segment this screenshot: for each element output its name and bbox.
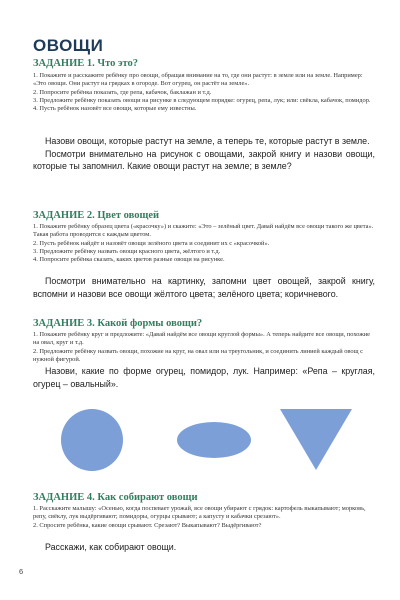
task2-instruction: 3. Предложите ребёнку назвать овощи красного цвета, жёлтого и т.д.: [33, 247, 221, 255]
task2-heading: ЗАДАНИЕ 2. Цвет овощей: [33, 210, 160, 221]
task1-instruction: 3. Предложите ребёнку показать овощи на рисунке в следующем порядке: огурец, репа, лук; или: свёкла, кабачок, помидор.: [33, 96, 371, 104]
task3-instructions: [33, 331, 375, 364]
task4-instruction: 1. Расскажите малышу: «Осенью, когда поспевает урожай, все овощи убирают с грядок: картофель выкапывают; морковь, репу, свёклу, лук выдёргивают; помидоры, огурцы срывают; а капусту и кабачки срезают».: [33, 505, 366, 521]
task1-instruction: 4. Пусть ребёнок назовёт все овощи, которые ему известны.: [33, 105, 197, 113]
shapes-row: [40, 406, 370, 476]
task2-say-paragraph: Посмотри внимательно на картинку, запомни цвет овощей, закрой книгу, вспомни и назови все овощи жёлтого цвета; зелёного цвета; коричневого.: [33, 276, 375, 299]
page-title: ОВОЩИ: [33, 36, 104, 55]
task3-instruction: 1. Покажите ребёнку круг и предложите: «Давай найдём все овощи круглой формы». А теперь найдите все овощи, похожие на овал, круг и т.д.: [33, 331, 370, 347]
task2-instruction: 4. Попросите ребёнка сказать, каких цветов разные овощи на рисунке.: [33, 256, 225, 264]
task4-heading: ЗАДАНИЕ 4. Как собирают овощи: [33, 492, 198, 503]
triangle-shape: [280, 409, 352, 470]
task4-instructions: [33, 505, 375, 530]
oval-shape: [177, 422, 251, 458]
task4-say-paragraph: Расскажи, как собирают овощи.: [45, 542, 177, 552]
task1-instruction: 1. Покажите и расскажите ребёнку про овощи, обращая внимание на то, где они растут: в земле или на земле. Например: «Это овощи. Они растут на грядках в огороде. Вот огурец, он растёт на земле».: [33, 72, 363, 88]
task1-instruction: 2. Попросите ребёнка показать, где репа, кабачок, баклажан и т.д.: [33, 88, 212, 96]
circle-shape: [61, 409, 123, 471]
task3-say: [33, 365, 375, 390]
task2-instruction: 2. Пусть ребёнок найдёт и назовёт овощи зелёного цвета и соединит их с «красочкой».: [33, 239, 270, 247]
task4-say: [33, 541, 375, 554]
task2-say: [33, 275, 375, 300]
task1-instructions: [33, 72, 375, 113]
task1-say-paragraph: Посмотри внимательно на рисунок с овощами, закрой книгу и назови овощи, которые ты запомнил. Какие овощи растут на земле; в земле?: [33, 148, 375, 172]
task2-instruction: 1. Покажите ребёнку образец цвета («красочку») и скажите: «Это – зелёный цвет. Давай найдём все овощи такого же цвета». Такая работа проводится с каждым цветом.: [33, 223, 374, 239]
task3-heading: ЗАДАНИЕ 3. Какой формы овощи?: [33, 318, 203, 329]
page-number: 6: [19, 567, 24, 576]
task2-instructions: [33, 223, 375, 264]
task1-say: [33, 135, 375, 173]
task3-say-paragraph: Назови, какие по форме огурец, помидор, лук. Например: «Репа – круглая, огурец – овальный».: [33, 366, 375, 389]
task4-instruction: 2. Спросите ребёнка, какие овощи срывают. Срезают? Выкапывают? Выдёргивают?: [33, 521, 262, 529]
task1-say-paragraph: Назови овощи, которые растут на земле, а теперь те, которые растут в земле.: [45, 136, 370, 146]
task3-instruction: 2. Предложите ребёнку назвать овощи, похожие на круг, на овал или на треугольник, и соединить линией каждый овощ с нужной фигурой.: [33, 347, 363, 363]
task1-heading: ЗАДАНИЕ 1. Что это?: [33, 58, 139, 69]
